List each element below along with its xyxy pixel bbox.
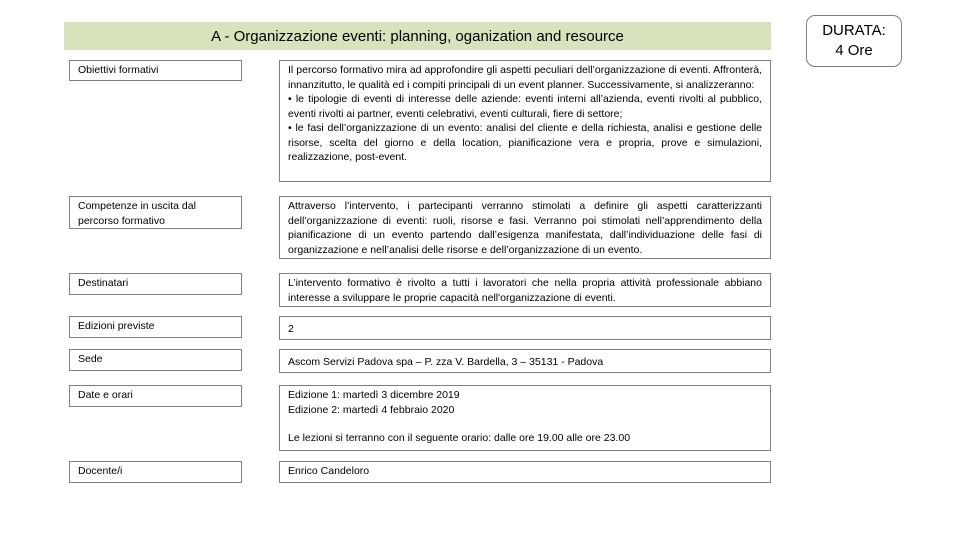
value-competenze: Attraverso l’intervento, i partecipanti verranno stimolati a definire gli aspetti caratterizzanti dell’organizzazione di eventi: ruoli, risorse e fasi. Verranno poi stimolati nell’apprendimento della pianificazione di un evento partendo dall’esigenza manifestata, dall’individuazione delle fasi di organizzazione e nell’analisi delle risorse e dell’organizzazione di un evento.	[279, 196, 771, 259]
obiettivi-bullet-2: • le fasi dell’organizzazione di un evento: analisi del cliente e della richiesta, analisi e gestione delle risorse, scelta del giorno e della location, pianificazione vera e propria, prove e simulazioni, realizzazione, post-event.	[288, 122, 762, 163]
label-sede: Sede	[69, 349, 242, 371]
label-date-orari: Date e orari	[69, 385, 242, 407]
label-competenze: Competenze in uscita dal percorso formativo	[69, 196, 242, 229]
value-docenti: Enrico Candeloro	[279, 461, 771, 483]
label-edizioni: Edizioni previste	[69, 316, 242, 338]
duration-value: 4 Ore	[835, 42, 873, 59]
duration-label: DURATA:	[822, 22, 886, 39]
duration-badge	[806, 15, 902, 67]
page-title-bar	[64, 22, 771, 50]
value-sede: Ascom Servizi Padova spa – P. zza V. Bardella, 3 – 35131 - Padova	[279, 349, 771, 373]
obiettivi-intro: Il percorso formativo mira ad approfondire gli aspetti peculiari dell’organizzazione di eventi. Affronterà, innanzitutto, le qualità ed i compiti principali di un event planner. Successivamente, si analizzeranno:	[288, 64, 762, 91]
value-destinatari: L’intervento formativo è rivolto a tutti i lavoratori che nella propria attività professionale abbiano interesse a sviluppare le proprie capacità nell'organizzazione di eventi.	[279, 273, 771, 307]
edizione-1: Edizione 1: martedì 3 dicembre 2019	[288, 389, 460, 401]
obiettivi-bullet-1: • le tipologie di eventi di interesse delle aziende: eventi interni all’azienda, eventi rivolti al pubblico, eventi rivolti ai partner, eventi celebrativi, eventi culturali, fiere di settore;	[288, 93, 762, 120]
value-edizioni: 2	[279, 316, 771, 340]
label-obiettivi: Obiettivi formativi	[69, 60, 242, 81]
edizione-2: Edizione 2: martedì 4 febbraio 2020	[288, 403, 455, 416]
page-title: A - Organizzazione eventi: planning, oganization and resource	[211, 27, 624, 45]
value-obiettivi	[279, 60, 771, 182]
value-date-orari	[279, 385, 771, 451]
label-destinatari: Destinatari	[69, 273, 242, 295]
orario: Le lezioni si terranno con il seguente orario: dalle ore 19.00 alle ore 23.00	[288, 432, 631, 444]
label-docenti: Docente/i	[69, 461, 242, 483]
